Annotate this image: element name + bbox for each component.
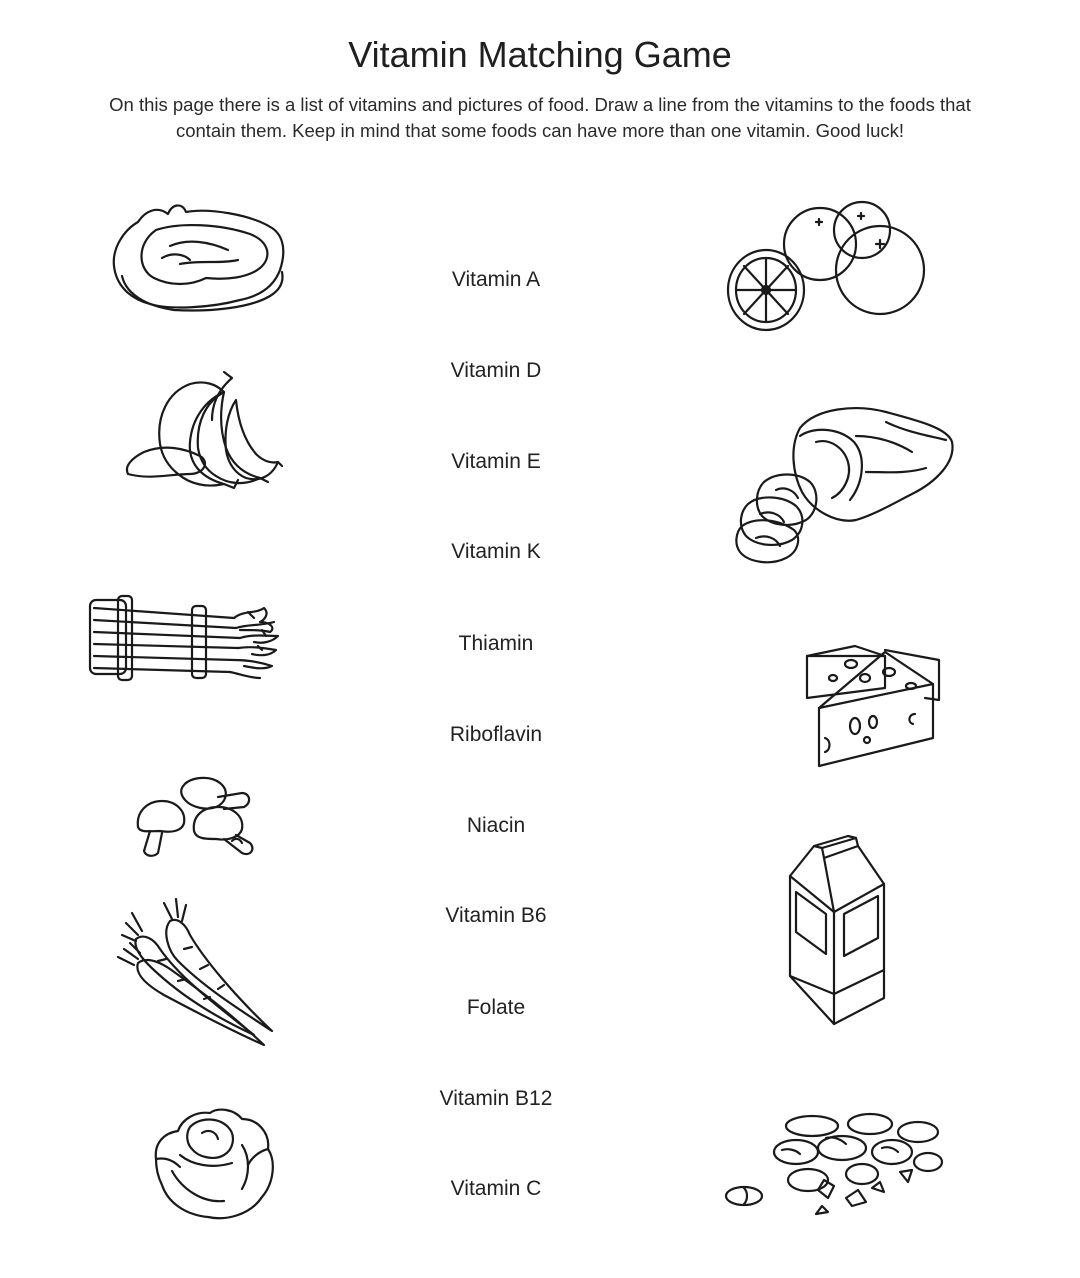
instructions-line-1: On this page there is a list of vitamins and pictures of food. Draw a line from the vitamins to the foods that bbox=[109, 94, 971, 115]
riboflavin-label: Riboflavin bbox=[449, 723, 543, 746]
vitamin-e-label: Vitamin E bbox=[451, 450, 541, 473]
nuts-icon bbox=[722, 1110, 947, 1220]
vitamin-a-label: Vitamin A bbox=[451, 268, 541, 291]
bananas-icon bbox=[120, 370, 285, 495]
niacin-label: Niacin bbox=[466, 814, 526, 837]
carrots-icon bbox=[114, 895, 279, 1055]
ham-icon bbox=[736, 402, 956, 572]
vitamin-d-label: Vitamin D bbox=[450, 359, 542, 382]
cabbage-icon bbox=[152, 1105, 277, 1225]
vitamin-k-label: Vitamin K bbox=[451, 540, 541, 563]
mushrooms-icon bbox=[132, 775, 262, 865]
vitamin-c-label: Vitamin C bbox=[450, 1177, 542, 1200]
milk-carton-icon bbox=[786, 834, 886, 1026]
page-title: Vitamin Matching Game bbox=[348, 34, 732, 75]
vitamin-b6-label: Vitamin B6 bbox=[445, 904, 547, 927]
thiamin-label: Thiamin bbox=[458, 632, 534, 655]
folate-label: Folate bbox=[466, 996, 526, 1019]
instructions-line-2: contain them. Keep in mind that some foods can have more than one vitamin. Good luck! bbox=[175, 120, 905, 141]
oranges-icon bbox=[726, 200, 931, 335]
asparagus-icon bbox=[84, 590, 284, 685]
cheese-icon bbox=[805, 642, 945, 772]
instructions bbox=[40, 92, 1040, 144]
vitamin-b12-label: Vitamin B12 bbox=[439, 1087, 553, 1110]
steak-icon bbox=[110, 200, 290, 315]
